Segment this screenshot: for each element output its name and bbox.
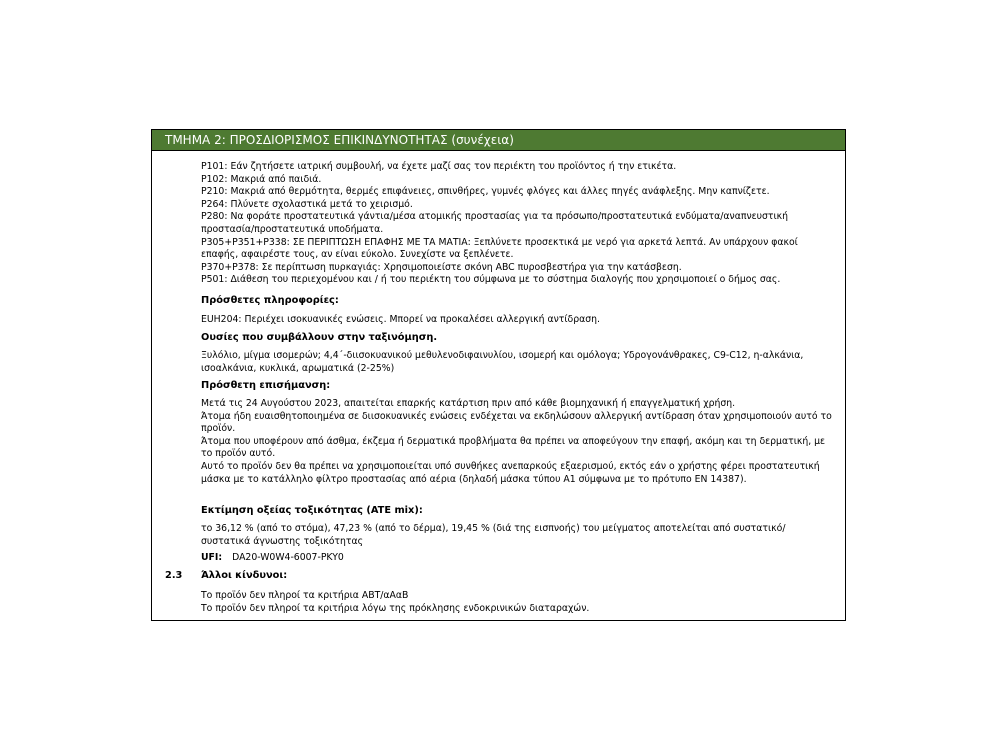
other-hazards-line: Το προϊόν δεν πληροί τα κριτήρια λόγω της πρόκλησης ενδοκρινικών διαταραχών. <box>201 602 590 614</box>
ufi-value: DA20-W0W4-6007-PKY0 <box>232 552 344 563</box>
sds-section-sheet <box>151 129 846 621</box>
p-statement: P501: Διάθεση του περιεχομένου και / ή του περιέκτη του σύμφωνα με το σύστημα διαλογής που χρησιμοποιεί ο δήμος σας. <box>201 274 781 286</box>
ufi-line <box>201 552 833 565</box>
p-statement: P210: Μακριά από θερμότητα, θερμές επιφάνειες, σπινθήρες, γυμνές φλόγες και άλλες πηγές ανάφλεξης. Μην καπνίζετε. <box>201 186 770 198</box>
additional-labelling-text <box>201 398 833 486</box>
p-statement: P280: Να φοράτε προστατευτικά γάντια/μέσα ατομικής προστασίας για τα πρόσωπο/προστατευτικά ενδύματα/αναπνευστική προστασία/προστατευτικά υποδήματα. <box>201 211 789 235</box>
p-statement: P370+P378: Σε περίπτωση πυρκαγιάς: Χρησιμοποιείστε σκόνη ABC πυροσβεστήρα για την κατάσβεση. <box>201 261 682 273</box>
labelling-paragraph: Άτομα ήδη ευαισθητοποιημένα σε διισοκυανικές ενώσεις ενδέχεται να εκδηλώσουν αλλεργική αντίδραση όταν χρησιμοποιούν αυτό το προϊόν. <box>201 410 832 435</box>
ate-text: το 36,12 % (από το στόμα), 47,23 % (από το δέρμα), 19,45 % (διά της εισπνοής) του μείγματος αποτελείται από συστατικό/συστατικά άγνωστης τοξικότητας <box>201 523 786 547</box>
p-statement: P101: Εάν ζητήσετε ιατρική συμβουλή, να έχετε μαζί σας τον περιέκτη του προϊόντος ή την ετικέτα. <box>201 161 677 172</box>
p-statement: P264: Πλύνετε σχολαστικά μετά το χειρισμό. <box>201 198 413 210</box>
additional-info-text: EUH204: Περιέχει ισοκυανικές ενώσεις. Μπορεί να προκαλέσει αλλεργική αντίδραση. <box>201 314 600 325</box>
other-hazards-heading: Άλλοι κίνδυνοι: <box>201 570 288 581</box>
labelling-paragraph: Μετά τις 24 Αυγούστου 2023, απαιτείται επαρκής κατάρτιση πριν από κάθε βιομηχανική ή επαγγελματική χρήση. <box>201 398 736 409</box>
additional-info-heading: Πρόσθετες πληροφορίες: <box>201 295 339 306</box>
other-hazards-line: Το προϊόν δεν πληροί τα κριτήρια ΑΒΤ/αΑαΒ <box>201 590 409 601</box>
ufi-label: UFI: <box>201 552 223 563</box>
p-statement: P305+P351+P338: ΣΕ ΠΕΡΙΠΤΩΣΗ ΕΠΑΦΗΣ ΜΕ ΤΑ ΜΑΤΙΑ: Ξεπλύνετε προσεκτικά με νερό για αρκετά λεπτά. Αν υπάρχουν φακοί επαφής, αφαιρέστε τους, αν είναι εύκολο. Συνεχίστε να ξεπλένετε. <box>201 236 798 261</box>
additional-labelling-heading: Πρόσθετη επισήμανση: <box>201 380 331 391</box>
precautionary-statements <box>201 161 833 287</box>
other-hazards-text <box>201 590 833 615</box>
substances-text: Ξυλόλιο, μίγμα ισομερών; 4,4΄-διισοκυανικού μεθυλενοδιφαινυλίου, ισομερή και ομόλογα; Υδρογονάνθρακες, C9-C12, η-αλκάνια, ισοαλκάνια, κυκλικά, αρωματικά (2-25%) <box>201 350 804 374</box>
labelling-paragraph: Αυτό το προϊόν δεν θα πρέπει να χρησιμοποιείται υπό συνθήκες ανεπαρκούς εξαερισμού, εκτός εάν ο χρήστης φέρει προστατευτική μάσκα με το κατάλληλο φίλτρο προστασίας από αέρια (δηλαδή μάσκα τύπου A1 σύμφωνα με το πρότυπο EN 14387). <box>201 460 820 485</box>
section-header: ΤΜΗΜΑ 2: ΠΡΟΣΔΙΟΡΙΣΜΟΣ ΕΠΙΚΙΝΔΥΝΟΤΗΤΑΣ (συνέχεια) <box>152 130 845 151</box>
ate-heading: Εκτίμηση οξείας τοξικότητας (ATE mix): <box>201 505 423 516</box>
other-hazards-number: 2.3 <box>165 570 183 581</box>
p-statement: P102: Μακριά από παιδιά. <box>201 173 322 185</box>
labelling-paragraph: Άτομα που υποφέρουν από άσθμα, έκζεμα ή δερματικά προβλήματα θα πρέπει να αποφεύγουν την επαφή, ακόμη και τη δερματική, με το προϊόν αυτό. <box>201 435 826 460</box>
substances-heading: Ουσίες που συμβάλλουν στην ταξινόμηση. <box>201 332 438 343</box>
